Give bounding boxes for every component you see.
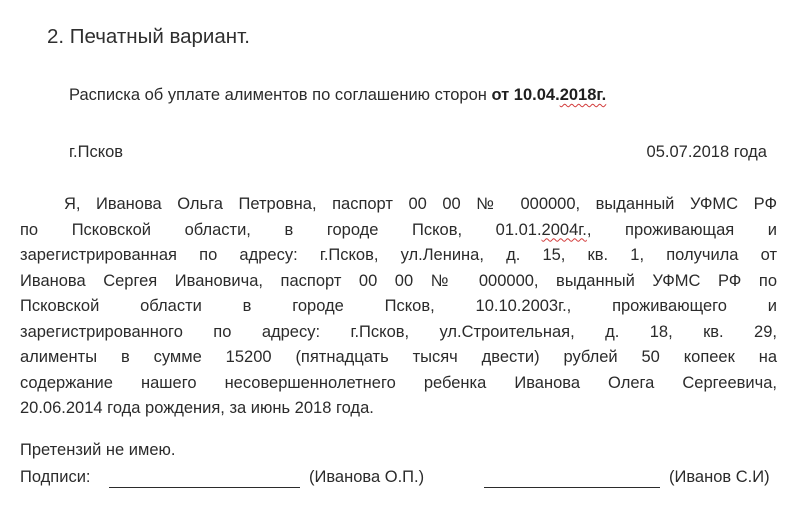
body-line-part: , проживающая и — [586, 220, 777, 239]
no-claims-statement: Претензий не имею. — [20, 441, 176, 459]
body-line: алименты в сумме 15200 (пятнадцать тысяч двести) рублей 50 копеек на — [20, 348, 777, 366]
body-line: Я, Иванова Ольга Петровна, паспорт 00 00 № 000000, выданный УФМС РФ — [64, 195, 777, 213]
signature-line — [109, 468, 300, 488]
receipt-title-date — [491, 86, 606, 104]
receipt-body — [20, 192, 777, 422]
body-line: Псковской области в городе Псков, 10.10.2003г., проживающего и — [20, 297, 777, 315]
receipt-title-date-year: 2018г. — [559, 86, 607, 104]
signer-name: (Иванова О.П.) — [309, 468, 425, 486]
body-line-part: 2004г. — [541, 220, 587, 239]
body-line: зарегистрированного по адресу: г.Псков, ул.Строительная, д. 18, кв. 29, — [20, 322, 777, 341]
receipt-title-date-start: от 10.04. — [491, 86, 560, 104]
body-line: содержание нашего несовершеннолетнего ребенка Иванова Олега Сергеевича, — [20, 373, 777, 392]
signature-line — [484, 468, 660, 488]
body-line — [20, 218, 777, 244]
body-line: 20.06.2014 года рождения, за июнь 2018 года. — [20, 399, 374, 417]
signatures-label: Подписи: — [20, 468, 91, 486]
section-heading: 2. Печатный вариант. — [47, 25, 250, 48]
signatures-row — [20, 468, 780, 494]
document-date: 05.07.2018 года — [646, 143, 767, 161]
receipt-title — [69, 86, 606, 105]
body-line-part: по Псковской области, в городе Псков, 01.01. — [20, 220, 542, 239]
place-of-issue: г.Псков — [69, 143, 124, 161]
receipt-title-prefix: Расписка об уплате алиментов по соглашению сторон — [69, 86, 492, 104]
body-line: зарегистрированная по адресу: г.Псков, ул.Ленина, д. 15, кв. 1, получила от — [20, 246, 777, 264]
signer-name: (Иванов С.И) — [669, 468, 770, 486]
body-line: Иванова Сергея Ивановича, паспорт 00 00 № 000000, выданный УФМС РФ по — [20, 271, 777, 290]
